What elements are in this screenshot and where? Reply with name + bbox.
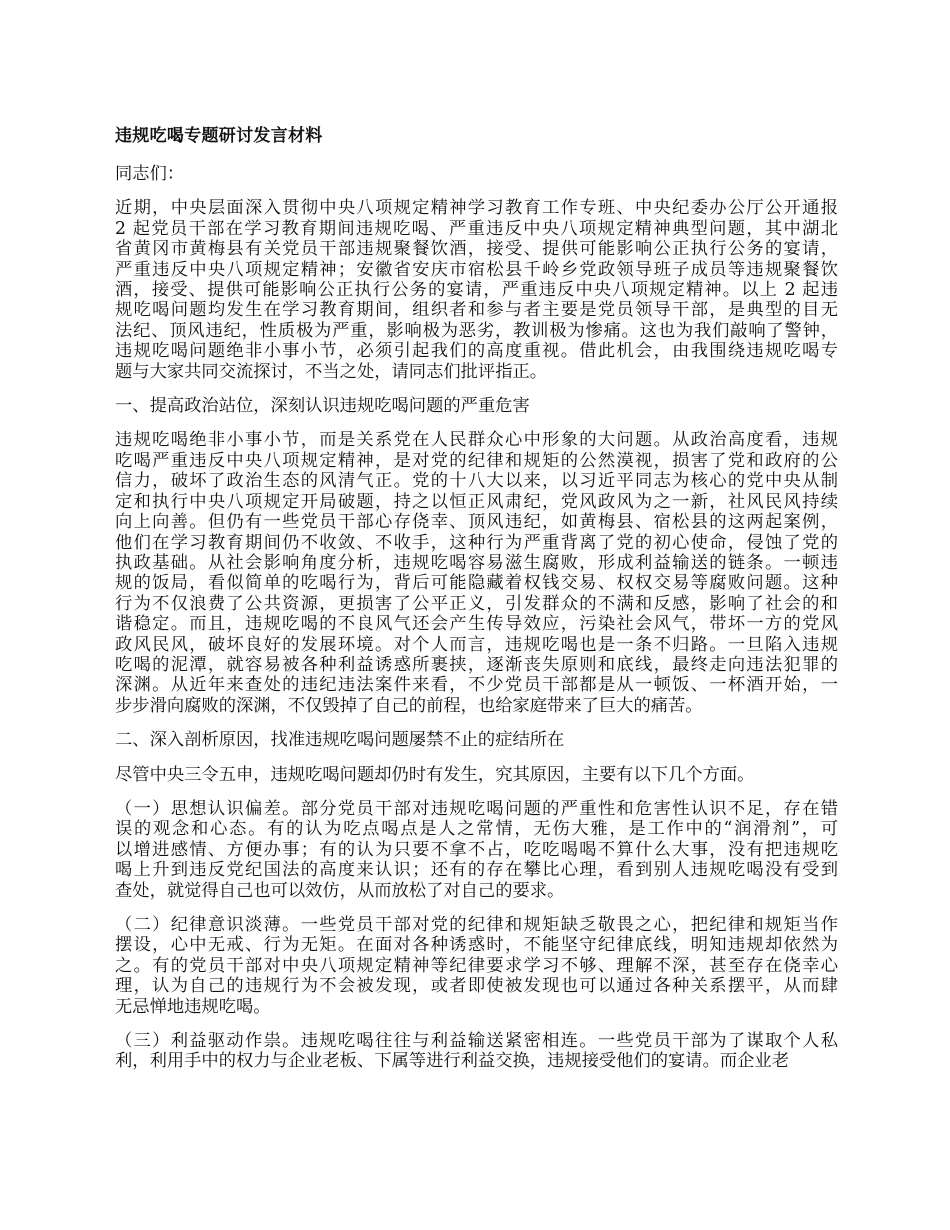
document-title: 违规吃喝专题研讨发言材料 — [115, 126, 323, 146]
paragraph-line: 吃喝的泥潭，就容易被各种利益诱惑所裹挟，逐渐丧失原则和底线，最终走向违法犯罪的 — [115, 654, 838, 675]
paragraph-line: （三）利益驱动作祟。违规吃喝往往与利益输送紧密相连。一些党员干部为了谋取个人私 — [115, 1031, 838, 1052]
paragraph-line: 摆设，心中无戒、行为无矩。在面对各种诱惑时，不能坚守纪律底线，明知违规却依然为 — [115, 935, 838, 956]
paragraph-line: 规吃喝问题均发生在学习教育期间，组织者和参与者主要是党员领导干部，是典型的目无 — [115, 300, 838, 321]
paragraph-section-2-3 — [115, 1031, 838, 1072]
paragraph-line: 定和执行中央八项规定开局破题，持之以恒正风肃纪，党风政风为之一新，社风民风持续 — [115, 491, 838, 512]
paragraph-line: 误的观念和心态。有的认为吃点喝点是人之常情，无伤大雅，是工作中的“润滑剂”，可 — [115, 819, 838, 840]
paragraph-line: 信力，破坏了政治生态的风清气正。党的十八大以来，以习近平同志为核心的党中央从制 — [115, 471, 838, 492]
paragraph-line: 查处，就觉得自己也可以效仿，从而放松了对自己的要求。 — [115, 880, 565, 901]
paragraph-line: 省黄冈市黄梅县有关党员干部违规聚餐饮酒，接受、提供可能影响公正执行公务的宴请， — [115, 239, 838, 260]
paragraph-line: 吃喝严重违反中央八项规定精神，是对党的纪律和规矩的公然漠视，损害了党和政府的公 — [115, 450, 838, 471]
paragraph-line: 近期，中央层面深入贯彻中央八项规定精神学习教育工作专班、中央纪委办公厅公开通报 — [115, 198, 838, 219]
document-page — [115, 126, 838, 1086]
salutation: 同志们： — [115, 164, 185, 184]
paragraph-line: 利，利用手中的权力与企业老板、下属等进行利益交换，违规接受他们的宴请。而企业老 — [115, 1051, 789, 1072]
paragraph-intro — [115, 198, 838, 382]
paragraph-line: 步步滑向腐败的深渊，不仅毁掉了自己的前程，也给家庭带来了巨大的痛苦。 — [115, 695, 703, 716]
paragraph-line: （一）思想认识偏差。部分党员干部对违规吃喝问题的严重性和危害性认识不足，存在错 — [115, 798, 838, 819]
document-body — [115, 198, 838, 1071]
paragraph-line: 向上向善。但仍有一些党员干部心存侥幸、顶风违纪，如黄梅县、宿松县的这两起案例， — [115, 512, 838, 533]
paragraph-line: 严重违反中央八项规定精神；安徽省安庆市宿松县千岭乡党政领导班子成员等违规聚餐饮 — [115, 259, 838, 280]
paragraph-line: 题与大家共同交流探讨，不当之处，请同志们批评指正。 — [115, 361, 548, 382]
paragraph-line: 无忌惮地违规吃喝。 — [115, 996, 271, 1017]
paragraph-line: 违规吃喝绝非小事小节，而是关系党在人民群众心中形象的大问题。从政治高度看，违规 — [115, 430, 838, 451]
paragraph-line: 喝上升到违反党纪国法的高度来认识；还有的存在攀比心理，看到别人违规吃喝没有受到 — [115, 860, 838, 881]
paragraph-line: 深渊。从近年来查处的违纪违法案件来看，不少党员干部都是从一顿饭、一杯酒开始，一 — [115, 675, 838, 696]
paragraph-line: 政风民风，破坏良好的发展环境。对个人而言，违规吃喝也是一条不归路。一旦陷入违规 — [115, 634, 838, 655]
paragraph-line: 理，认为自己的违规行为不会被发现，或者即使被发现也可以通过各种关系摆平，从而肆 — [115, 976, 838, 997]
paragraph-line: 行为不仅浪费了公共资源，更损害了公平正义，引发群众的不满和反感，影响了社会的和 — [115, 593, 838, 614]
section-heading: 二、深入剖析原因，找准违规吃喝问题屡禁不止的症结所在 — [115, 730, 565, 751]
paragraph-line: 之。有的党员干部对中央八项规定精神等纪律要求学习不够、理解不深，甚至存在侥幸心 — [115, 955, 838, 976]
paragraph-line: 规的饭局，看似简单的吃喝行为，背后可能隐藏着权钱交易、权权交易等腐败问题。这种 — [115, 573, 838, 594]
paragraph-line: 尽管中央三令五申，违规吃喝问题却仍时有发生，究其原因，主要有以下几个方面。 — [115, 764, 755, 785]
paragraph-line: 违规吃喝问题绝非小事小节，必须引起我们的高度重视。借此机会，由我围绕违规吃喝专 — [115, 341, 838, 362]
paragraph-line: （二）纪律意识淡薄。一些党员干部对党的纪律和规矩缺乏敬畏之心，把纪律和规矩当作 — [115, 915, 838, 935]
paragraph-section-2-2 — [115, 915, 838, 1017]
paragraph-line: 2 起党员干部在学习教育期间违规吃喝、严重违反中央八项规定精神典型问题，其中湖北 — [115, 218, 838, 239]
paragraph-line: 酒，接受、提供可能影响公正执行公务的宴请，严重违反中央八项规定精神。以上 2 起违 — [115, 280, 838, 301]
section-heading: 一、提高政治站位，深刻认识违规吃喝问题的严重危害 — [115, 396, 530, 417]
paragraph-section-2-intro — [115, 765, 838, 785]
paragraph-line: 执政基础。从社会影响角度分析，违规吃喝容易滋生腐败，形成利益输送的链条。一顿违 — [115, 552, 838, 573]
paragraph-line: 法纪、顶风违纪，性质极为严重，影响极为恶劣，教训极为惨痛。这也为我们敲响了警钟， — [115, 320, 838, 341]
paragraph-section-1 — [115, 430, 838, 716]
paragraph-line: 以增进感情、方便办事；有的认为只要不拿不占，吃吃喝喝不算什么大事，没有把违规吃 — [115, 839, 838, 860]
paragraph-line: 谐稳定。而且，违规吃喝的不良风气还会产生传导效应，污染社会风气，带坏一方的党风 — [115, 614, 838, 635]
paragraph-line: 他们在学习教育期间仍不收敛、不收手，这种行为严重背离了党的初心使命，侵蚀了党的 — [115, 532, 838, 553]
paragraph-section-2-1 — [115, 799, 838, 901]
